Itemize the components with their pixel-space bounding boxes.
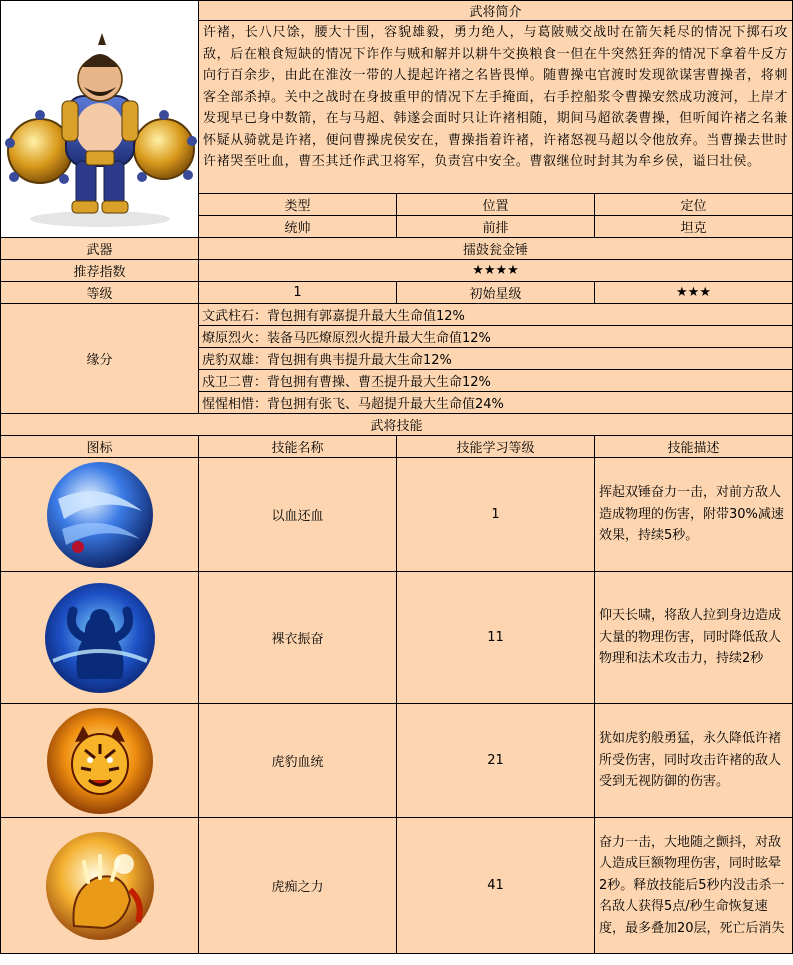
skills-title: 武将技能 [1,414,793,436]
skill-icon-cell [1,572,199,704]
blue-warrior-icon [43,581,157,695]
hero-bio: 许褚，长八尺馀，腰大十围，容貌雄毅，勇力绝人，与葛陂贼交战时在箭矢耗尽的情况下掷石攻敌，后在粮食短缺的情况下诈作与贼和解并以耕牛交换粮食一但在牛突然狂奔的情况下拿着牛反方向行百余步，由此在淮汝一带的人提起许褚之名皆畏惮。随曹操屯官渡时发现欲谋害曹操者，将刺客全部杀掉。关中之战时在身披重甲的情况下左手掩面，右手控船浆令曹操安然成功渡河，上岸才发现早已身中数箭，在与马超、韩遂会面时只让许褚相随，期间马超欲袭曹操，但听闻许褚之名兼怀疑从骑就是许褚，便问曹操虎侯安在，曹操指着许褚，许褚怒视马超以令他放弃。当曹操去世时许褚哭至吐血，曹丕其迁作武卫将军，负责宫中安全。曹叡继位时封其为牟乡侯，谥曰壮侯。 [199,21,793,194]
skill-level: 11 [397,572,595,704]
type-value: 统帅 [199,216,397,238]
recommend-stars: ★★★★ [199,260,793,282]
type-label: 类型 [199,194,397,216]
role-value: 坦克 [595,216,793,238]
fate-item: 惺惺相惜：背包拥有张飞、马超提升最大生命值24% [199,392,793,414]
skill-desc: 犹如虎豹般勇猛，永久降低许褚所受伤害，同时攻击许褚的敌人受到无视防御的伤害。 [595,704,793,818]
fate-label: 缘分 [1,304,199,414]
skill-icon-cell [1,458,199,572]
skill-row [1,572,793,704]
intro-title: 武将简介 [199,1,793,21]
fate-item: 虎豹双雄：背包拥有典韦提升最大生命12% [199,348,793,370]
level-value: 1 [199,282,397,304]
recommend-label: 推荐指数 [1,260,199,282]
col-icon-header: 图标 [1,436,199,458]
fate-item: 文武柱石：背包拥有郭嘉提升最大生命值12% [199,304,793,326]
skill-icon-cell [1,704,199,818]
golden-claw-icon [44,830,156,942]
skill-icon-cell [1,818,199,954]
skill-level: 1 [397,458,595,572]
position-value: 前排 [397,216,595,238]
skill-desc: 仰天长啸，将敌人拉到身边造成大量的物理伤害，同时降低敌人物理和法术攻击力，持续2秒 [595,572,793,704]
skill-name: 虎豹血统 [199,704,397,818]
blue-swirl-icon [44,459,156,571]
skill-level: 41 [397,818,595,954]
skill-name: 裸衣振奋 [199,572,397,704]
fate-item: 燎原烈火：装备马匹燎原烈火提升最大生命值12% [199,326,793,348]
skill-desc: 奋力一击，大地随之颤抖，对敌人造成巨额物理伤害，同时眩晕2秒。释放技能后5秒内没击杀一名敌人获得5点/秒生命恢复速度，最多叠加20层，死亡后消失 [595,818,793,954]
skill-name: 虎痴之力 [199,818,397,954]
weapon-label: 武器 [1,238,199,260]
skill-row [1,458,793,572]
level-label: 等级 [1,282,199,304]
skill-row [1,704,793,818]
star-value: ★★★ [595,282,793,304]
portrait-cell [1,1,199,238]
position-label: 位置 [397,194,595,216]
skill-desc: 挥起双锤奋力一击，对前方敌人造成物理的伤害，附带30%减速效果，持续5秒。 [595,458,793,572]
hero-portrait [2,1,197,237]
col-level-header: 技能学习等级 [397,436,595,458]
role-label: 定位 [595,194,793,216]
skill-level: 21 [397,704,595,818]
col-name-header: 技能名称 [199,436,397,458]
tiger-icon [45,706,155,816]
star-label: 初始星级 [397,282,595,304]
col-desc-header: 技能描述 [595,436,793,458]
skill-row [1,818,793,954]
weapon-value: 擂鼓瓮金锤 [199,238,793,260]
skill-name: 以血还血 [199,458,397,572]
fate-item: 戍卫二曹：背包拥有曹操、曹丕提升最大生命12% [199,370,793,392]
